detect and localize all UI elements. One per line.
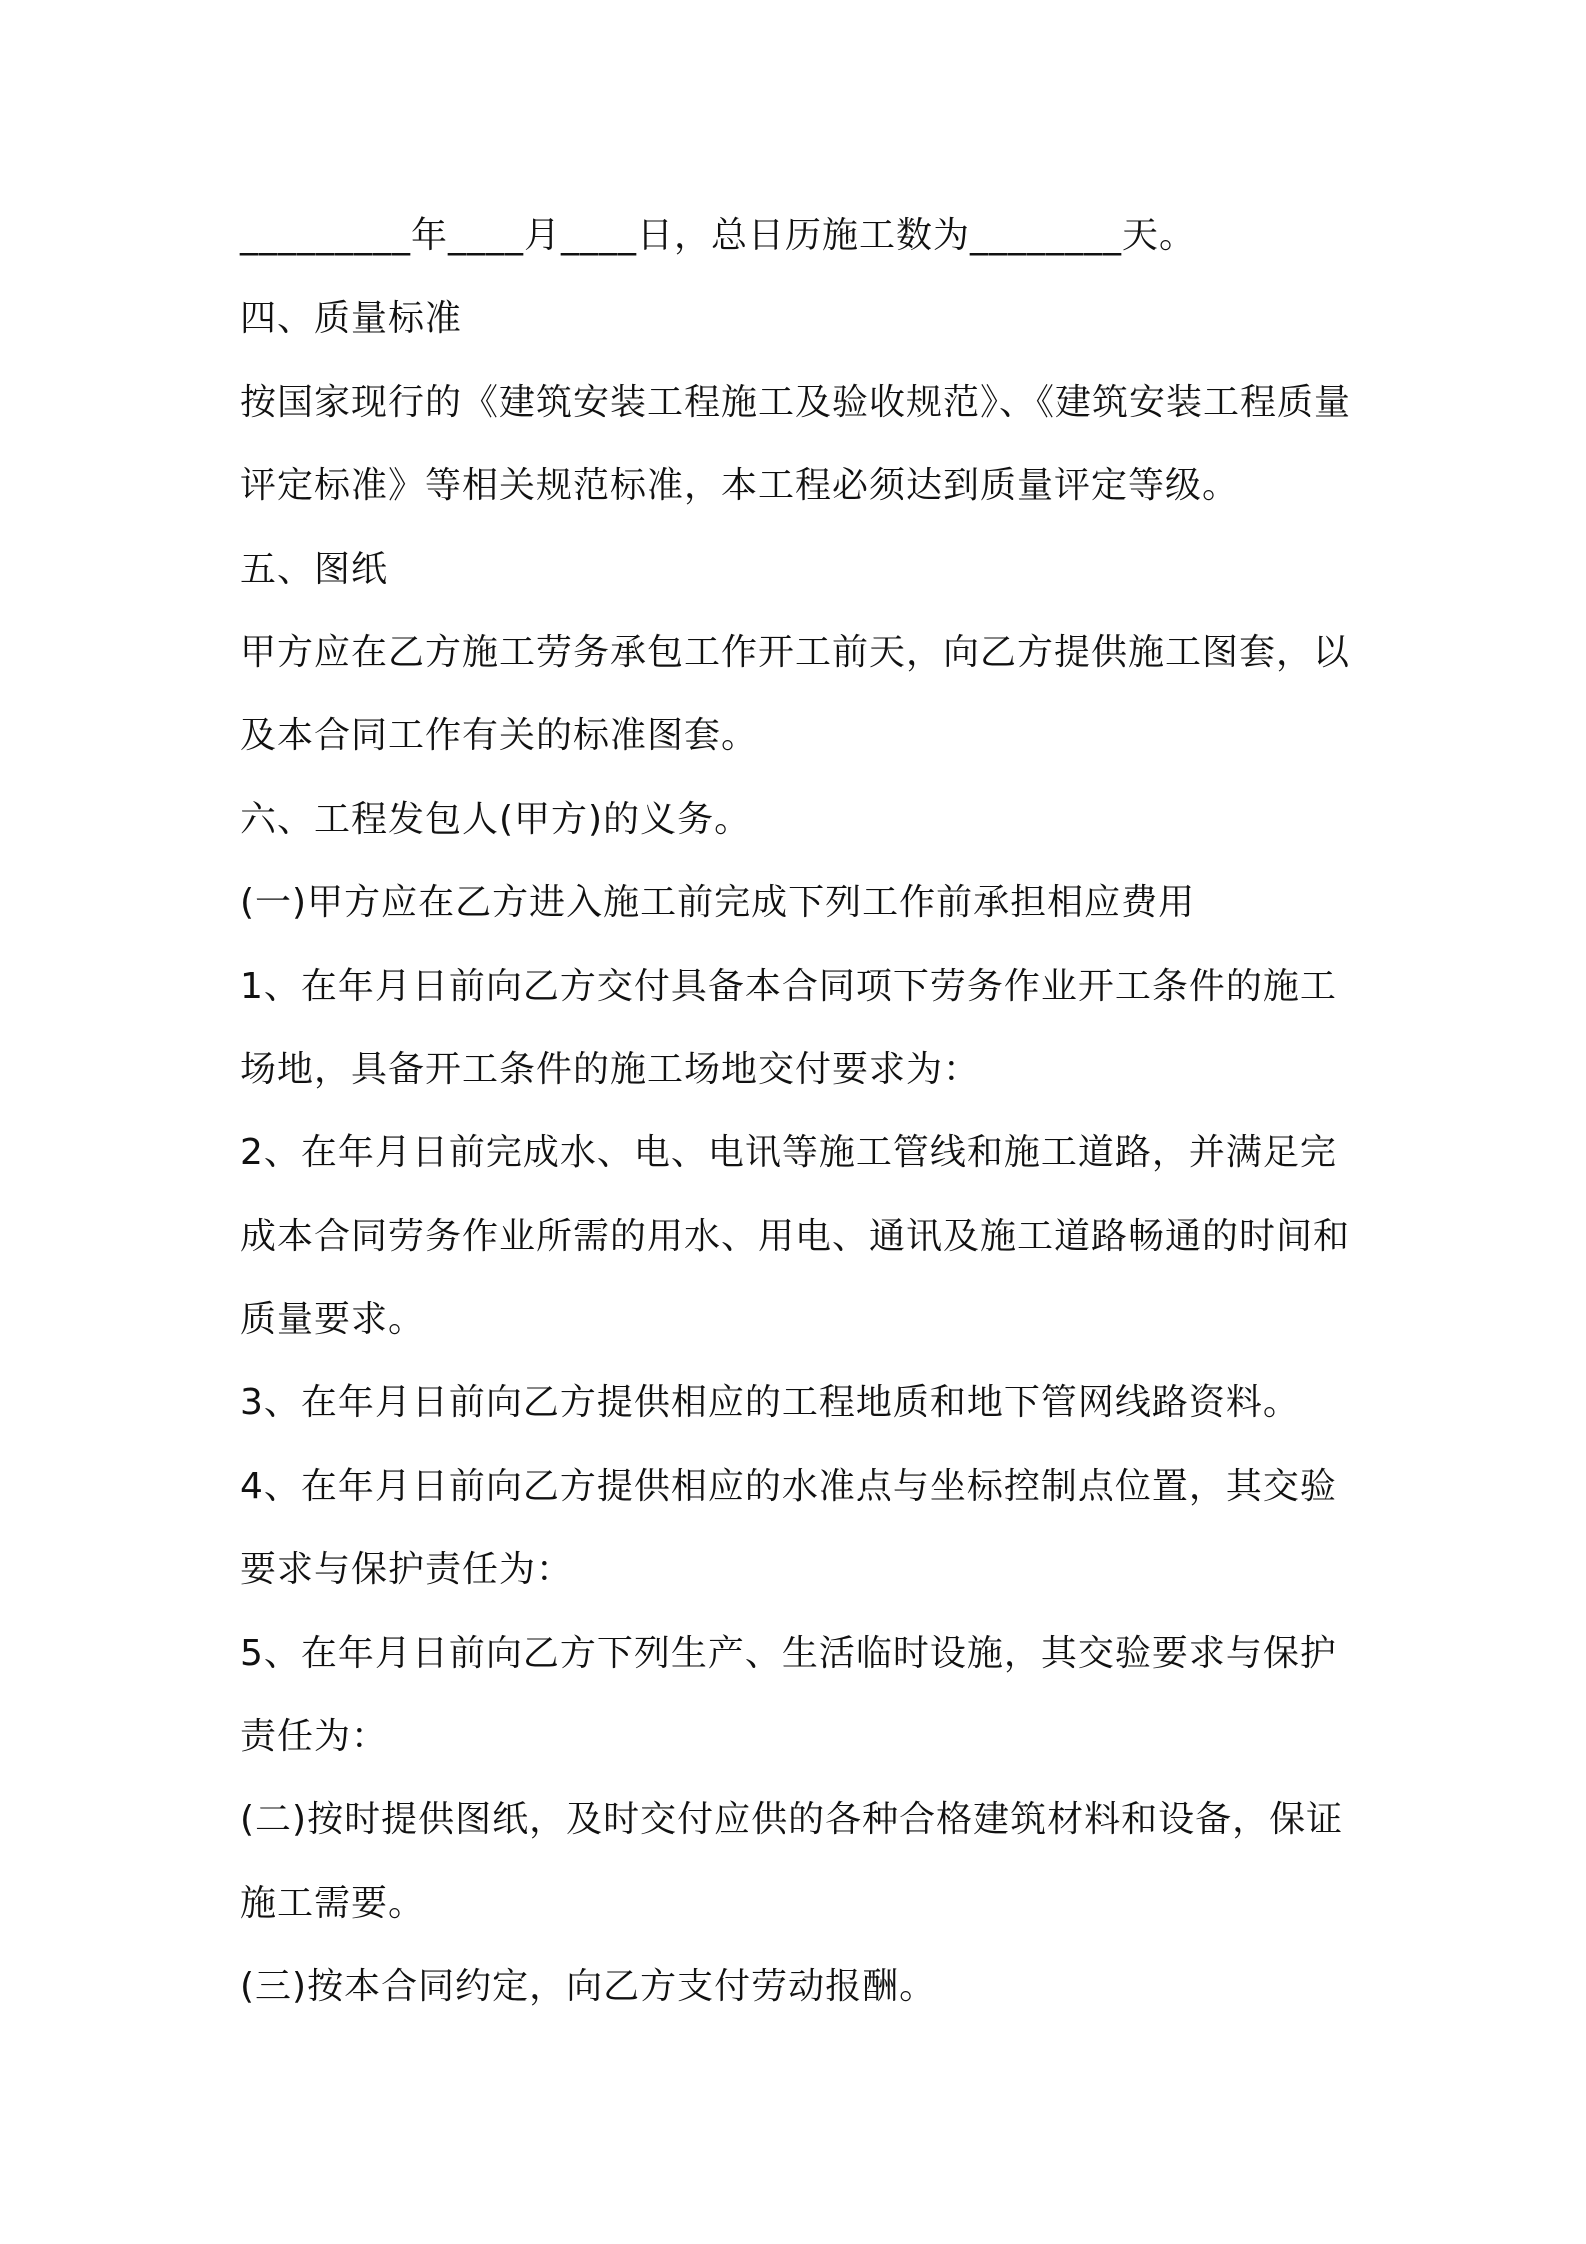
list-item: 2、在年月日前完成水、电、电讯等施工管线和施工道路，并满足完 (240, 1132, 1337, 1174)
text-line: 质量要求。 (240, 1299, 426, 1341)
text-line: 评定标准》等相关规范标准，本工程必须达到质量评定等级。 (240, 465, 1240, 507)
subsection-heading: (一)甲方应在乙方进入施工前完成下列工作前承担相应费用 (240, 882, 1196, 924)
subsection-heading: (二)按时提供图纸，及时交付应供的各种合格建筑材料和设备，保证 (240, 1799, 1344, 1841)
text-line: 施工需要。 (240, 1882, 426, 1924)
text-line: 甲方应在乙方施工劳务承包工作开工前天，向乙方提供施工图套，以 (240, 631, 1351, 673)
text-line: 要求与保护责任为： (240, 1549, 574, 1591)
text-line: 责任为： (240, 1716, 389, 1758)
list-item: 3、在年月日前向乙方提供相应的工程地质和地下管网线路资料。 (240, 1382, 1300, 1424)
text-line: _________年____月____日，总日历施工数为________天。 (240, 215, 1197, 256)
section-heading-drawings: 五、图纸 (240, 548, 389, 590)
text-line: 按国家现行的《建筑安装工程施工及验收规范》、《建筑安装工程质量 (240, 381, 1352, 423)
list-item: 4、在年月日前向乙方提供相应的水准点与坐标控制点位置，其交验 (240, 1465, 1337, 1507)
text-line: 及本合同工作有关的标准图套。 (240, 715, 759, 757)
document-body (240, 194, 1360, 2029)
section-heading-quality-standard: 四、质量标准 (240, 298, 463, 340)
subsection-heading: (三)按本合同约定，向乙方支付劳动报酬。 (240, 1966, 937, 2008)
list-item: 1、在年月日前向乙方交付具备本合同项下劳务作业开工条件的施工 (240, 965, 1337, 1007)
section-heading-party-a-obligations: 六、工程发包人(甲方)的义务。 (240, 798, 752, 840)
text-line: 场地，具备开工条件的施工场地交付要求为： (240, 1048, 981, 1090)
list-item: 5、在年月日前向乙方下列生产、生活临时设施，其交验要求与保护 (240, 1632, 1337, 1674)
text-line: 成本合同劳务作业所需的用水、用电、通讯及施工道路畅通的时间和 (240, 1215, 1351, 1257)
